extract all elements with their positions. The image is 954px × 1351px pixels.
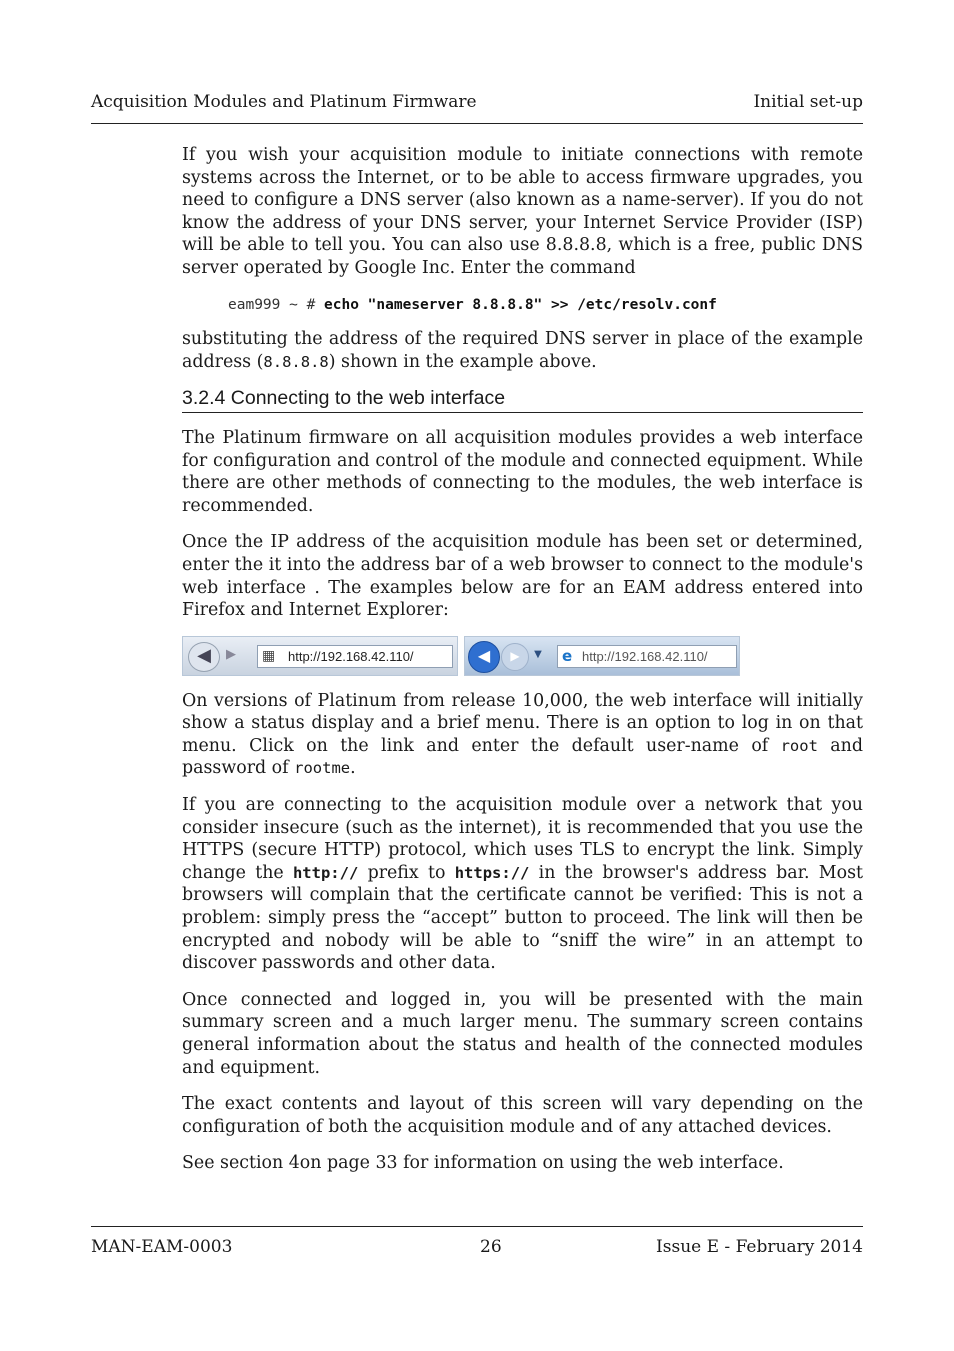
page-footer	[91, 1226, 863, 1257]
header-section: Initial set-up	[753, 92, 863, 112]
command-example	[228, 294, 863, 317]
footer-doc-id: MAN-EAM-0003	[91, 1237, 233, 1257]
firefox-url-field	[257, 645, 453, 668]
layout-varies-paragraph: The exact contents and layout of this screen will vary depending on the configuration of both the acquisition module and of any attached devices.	[182, 1094, 863, 1137]
https-paragraph	[182, 794, 863, 975]
chevron-down-icon: ▼	[534, 649, 542, 661]
summary-screen-paragraph: Once connected and logged in, you will be presented with the main summary screen and a much larger menu. The summary screen contains general information about the status and health of the connected modules and equipment.	[182, 989, 863, 1078]
dns-intro-paragraph: If you wish your acquisition module to initiate connections with remote systems across the Internet, or to be able to access firmware upgrades, you need to configure a DNS server (also known as a name-server). If you do not know the address of your DNS server, your Internet Service Provider (ISP) will be able to tell you. You can also use 8.8.8.8, which is a free, public DNS server operated by Google Inc. Enter the command	[182, 145, 863, 278]
browser-address-bar-screenshots	[182, 636, 863, 676]
ip-address-paragraph: Once the IP address of the acquisition module has been set or determined, enter the it into the address bar of a web browser to connect to the module's web interface . The examples below are for an EAM address entered into Firefox and Internet Explorer:	[182, 532, 863, 621]
text-run: On versions of Platinum from release 10,000, the web interface will initially show a status display and a brief menu. There is an option to log in on that menu. Click on the link and enter the default user-name of	[182, 690, 863, 756]
command-text: echo "nameserver 8.8.8.8" >> /etc/resolv.conf	[324, 296, 717, 313]
text-run: and password of	[182, 735, 863, 779]
https-prefix-code: https://	[454, 863, 530, 882]
example-address-code: 8.8.8.8	[263, 352, 329, 371]
internet-explorer-address-bar	[464, 636, 740, 676]
ie-logo-icon: e	[562, 646, 573, 665]
text-run: substituting the address of the required DNS server in place of the example address (	[182, 329, 863, 372]
text-run: .	[350, 758, 356, 779]
section-heading: 3.2.4 Connecting to the web interface	[182, 387, 863, 413]
page-body	[182, 144, 863, 1189]
firefox-address-bar	[182, 636, 458, 676]
page-number: 26	[480, 1237, 502, 1257]
default-password-code: rootme	[294, 759, 351, 778]
firefox-url-text: http://192.168.42.110/	[288, 648, 414, 664]
text-run: ) shown in the example above.	[328, 351, 597, 372]
see-section-paragraph: See section 4on page 33 for information on using the web interface.	[182, 1153, 784, 1174]
footer-issue: Issue E - February 2014	[656, 1237, 863, 1257]
ie-url-text: http://192.168.42.110/	[582, 648, 708, 664]
default-username-code: root	[780, 736, 818, 755]
forward-arrow-icon: ▶	[226, 647, 236, 663]
text-run: in the browser's address bar. Most browsers will complain that the certificate cannot be verified: This is not a problem: simply press the “accept” button to proceed. The link will then be encrypted and nobody will be able to “sniff the wire” in an attempt to discover passwords and other data.	[182, 862, 863, 974]
back-arrow-icon: ◀	[468, 641, 500, 673]
text-run: prefix to	[358, 862, 455, 883]
page-header	[91, 90, 863, 124]
site-favicon-icon: ▦	[262, 647, 276, 664]
http-prefix-code: http://	[292, 863, 359, 882]
login-paragraph	[182, 690, 863, 780]
command-prompt: eam999 ~ #	[228, 296, 325, 313]
forward-arrow-icon: ▶	[501, 643, 529, 671]
back-arrow-icon: ◀	[188, 642, 220, 672]
web-interface-intro-paragraph: The Platinum firmware on all acquisition modules provides a web interface for configuration and control of the module and connected equipment. While there are other methods of connecting to the modules, the web interface is recommended.	[182, 427, 863, 516]
dns-substitute-paragraph	[182, 328, 863, 373]
ie-url-field	[557, 645, 737, 668]
header-title: Acquisition Modules and Platinum Firmware	[91, 92, 477, 112]
text-run: If you are connecting to the acquisition module over a network that you consider insecure (such as the internet), it is recommended that you use the HTTPS (secure HTTP) protocol, which uses TLS to encrypt the link. Simply change the	[182, 795, 863, 883]
